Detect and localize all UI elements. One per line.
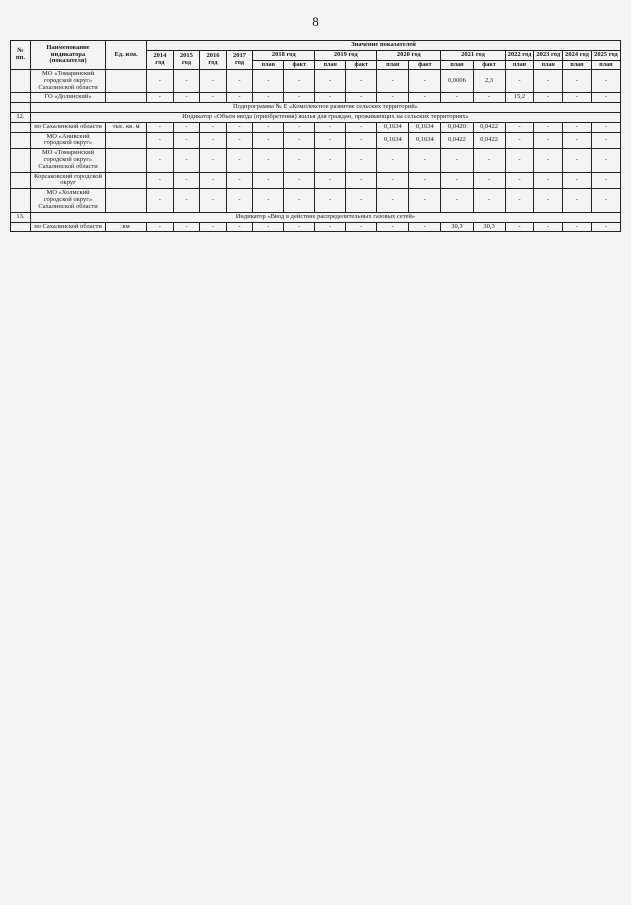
header-name: Наименование индикатора (показателя)	[30, 41, 105, 70]
value-cell: -	[505, 122, 534, 132]
value-cell: -	[173, 172, 200, 189]
row-unit: тыс. кв. м	[106, 122, 147, 132]
row-num	[11, 172, 31, 189]
value-cell: -	[200, 122, 227, 132]
row-unit	[106, 172, 147, 189]
value-cell: -	[147, 172, 174, 189]
header-fact: факт	[409, 60, 441, 69]
section-title: Подпрограмма № Е «Комплексное развитие сельских территорий»	[30, 103, 620, 113]
value-cell: -	[441, 189, 473, 212]
value-cell: -	[591, 122, 620, 132]
value-cell: -	[505, 189, 534, 212]
value-cell: -	[591, 189, 620, 212]
value-cell: -	[563, 149, 592, 172]
value-cell: -	[534, 93, 563, 103]
header-year: 2023 год	[534, 50, 563, 60]
header-year: 2022 год	[505, 50, 534, 60]
value-cell: -	[534, 132, 563, 149]
value-cell: 0,1634	[409, 132, 441, 149]
value-cell: -	[563, 189, 592, 212]
header-fact: факт	[473, 60, 505, 69]
header-year: 2020 год	[377, 50, 441, 60]
value-cell: 0,1634	[377, 132, 409, 149]
value-cell: 2,3	[473, 69, 505, 92]
value-cell: -	[473, 189, 505, 212]
row-name: МО «Томаринский городской округ» Сахалинской области	[30, 149, 105, 172]
value-cell: -	[346, 93, 377, 103]
value-cell: -	[346, 149, 377, 172]
value-cell: -	[563, 93, 592, 103]
value-cell: 30,3	[473, 222, 505, 232]
header-fact: факт	[284, 60, 315, 69]
page-number: 8	[312, 14, 319, 29]
value-cell: -	[534, 172, 563, 189]
value-cell: -	[315, 172, 346, 189]
header-plan: план	[534, 60, 563, 69]
value-cell: -	[253, 149, 284, 172]
value-cell: -	[200, 69, 227, 92]
table-row	[11, 172, 621, 189]
value-cell: -	[173, 69, 200, 92]
value-cell: -	[147, 189, 174, 212]
value-cell: -	[315, 222, 346, 232]
value-cell: -	[409, 69, 441, 92]
value-cell: -	[591, 93, 620, 103]
value-cell: -	[253, 222, 284, 232]
value-cell: -	[284, 69, 315, 92]
row-name: МО «Холмский городской округ» Сахалинской области	[30, 189, 105, 212]
value-cell: -	[534, 189, 563, 212]
header-fact: факт	[346, 60, 377, 69]
header-plan: план	[591, 60, 620, 69]
indicator-title: Индикатор «Объем ввода (приобретения) жилья для граждан, проживающих на сельских территориях»	[30, 112, 620, 122]
value-cell: -	[591, 149, 620, 172]
value-cell: -	[377, 189, 409, 212]
value-cell: -	[173, 189, 200, 212]
value-cell: -	[315, 149, 346, 172]
row-num	[11, 69, 31, 92]
value-cell: -	[253, 172, 284, 189]
row-num	[11, 222, 31, 232]
row-name: ГО «Долинский»	[30, 93, 105, 103]
value-cell: -	[473, 172, 505, 189]
table-row	[11, 93, 621, 103]
header-plan: план	[253, 60, 284, 69]
value-cell: -	[505, 69, 534, 92]
header-unit: Ед. изм.	[106, 41, 147, 70]
value-cell: -	[173, 149, 200, 172]
value-cell: -	[346, 172, 377, 189]
value-cell: -	[147, 93, 174, 103]
value-cell: -	[226, 172, 253, 189]
value-cell: -	[284, 132, 315, 149]
value-cell: -	[147, 132, 174, 149]
value-cell: -	[377, 172, 409, 189]
row-unit	[106, 93, 147, 103]
value-cell: -	[315, 132, 346, 149]
indicators-table	[10, 40, 621, 232]
table-row	[11, 222, 621, 232]
value-cell: -	[284, 93, 315, 103]
header-values: Значение показателей	[147, 41, 621, 51]
row-unit	[106, 132, 147, 149]
table-row	[11, 132, 621, 149]
header-plan: план	[505, 60, 534, 69]
value-cell: -	[147, 149, 174, 172]
row-unit	[106, 149, 147, 172]
table-row	[11, 212, 621, 222]
row-name: МО «Томаринский городской округ» Сахалинской области	[30, 69, 105, 92]
value-cell: -	[226, 189, 253, 212]
value-cell: -	[441, 93, 473, 103]
value-cell: 0,0422	[473, 132, 505, 149]
header-plan: план	[377, 60, 409, 69]
value-cell: -	[147, 69, 174, 92]
header-year: 2016 год	[200, 50, 227, 69]
table-body	[11, 69, 621, 231]
value-cell: -	[591, 69, 620, 92]
value-cell: -	[315, 122, 346, 132]
header-year: 2021 год	[441, 50, 505, 60]
value-cell: -	[534, 222, 563, 232]
value-cell: -	[409, 189, 441, 212]
value-cell: 0,1634	[377, 122, 409, 132]
value-cell: -	[226, 69, 253, 92]
value-cell: -	[409, 222, 441, 232]
value-cell: 0,0422	[473, 122, 505, 132]
header-plan: план	[563, 60, 592, 69]
value-cell: -	[284, 149, 315, 172]
value-cell: -	[147, 222, 174, 232]
value-cell: -	[173, 122, 200, 132]
header-plan: план	[315, 60, 346, 69]
value-cell: -	[315, 69, 346, 92]
value-cell: -	[200, 149, 227, 172]
value-cell: -	[377, 93, 409, 103]
row-num	[11, 189, 31, 212]
value-cell: -	[315, 189, 346, 212]
row-unit	[106, 69, 147, 92]
header-year: 2015 год	[173, 50, 200, 69]
value-cell: -	[346, 222, 377, 232]
value-cell: -	[377, 149, 409, 172]
value-cell: -	[284, 222, 315, 232]
row-num	[11, 149, 31, 172]
table-row	[11, 149, 621, 172]
value-cell: -	[563, 132, 592, 149]
header-year: 2018 год	[253, 50, 315, 60]
value-cell: -	[441, 172, 473, 189]
value-cell: -	[147, 122, 174, 132]
value-cell: -	[226, 132, 253, 149]
table-row	[11, 112, 621, 122]
value-cell: -	[253, 69, 284, 92]
value-cell: -	[505, 132, 534, 149]
value-cell: -	[563, 122, 592, 132]
table-row	[11, 189, 621, 212]
table-row	[11, 69, 621, 92]
value-cell: -	[346, 122, 377, 132]
value-cell: -	[563, 69, 592, 92]
value-cell: -	[346, 132, 377, 149]
value-cell: -	[346, 69, 377, 92]
header-year: 2017 год	[226, 50, 253, 69]
row-num	[11, 132, 31, 149]
value-cell: -	[173, 132, 200, 149]
header-plan: план	[441, 60, 473, 69]
value-cell: 0,0420	[441, 122, 473, 132]
value-cell: -	[534, 69, 563, 92]
header-year: 2019 год	[315, 50, 377, 60]
value-cell: -	[226, 93, 253, 103]
value-cell: -	[441, 149, 473, 172]
value-cell: 30,3	[441, 222, 473, 232]
value-cell: -	[377, 222, 409, 232]
header-year: 2014 год	[147, 50, 174, 69]
value-cell: -	[505, 172, 534, 189]
value-cell: -	[253, 93, 284, 103]
value-cell: -	[473, 93, 505, 103]
value-cell: -	[284, 189, 315, 212]
row-name: по Сахалинской области	[30, 122, 105, 132]
header-num: № пп.	[11, 41, 31, 70]
value-cell: -	[315, 93, 346, 103]
row-name: по Сахалинской области	[30, 222, 105, 232]
value-cell: -	[173, 93, 200, 103]
row-name: Корсаковский городской округ	[30, 172, 105, 189]
table-row	[11, 122, 621, 132]
value-cell: -	[200, 132, 227, 149]
row-num: 13.	[11, 212, 31, 222]
value-cell: -	[200, 172, 227, 189]
value-cell: -	[200, 93, 227, 103]
value-cell: -	[409, 172, 441, 189]
value-cell: -	[377, 69, 409, 92]
value-cell: -	[253, 132, 284, 149]
value-cell: 15,2	[505, 93, 534, 103]
row-unit: км	[106, 222, 147, 232]
value-cell: -	[253, 122, 284, 132]
value-cell: -	[284, 172, 315, 189]
value-cell: -	[253, 189, 284, 212]
value-cell: -	[505, 149, 534, 172]
value-cell: -	[409, 93, 441, 103]
row-num: 12.	[11, 112, 31, 122]
section-num-cell	[11, 103, 31, 113]
value-cell: 0,0422	[441, 132, 473, 149]
value-cell: -	[284, 122, 315, 132]
value-cell: -	[534, 149, 563, 172]
row-num	[11, 122, 31, 132]
row-num	[11, 93, 31, 103]
value-cell: -	[591, 132, 620, 149]
value-cell: -	[563, 172, 592, 189]
value-cell: -	[200, 189, 227, 212]
value-cell: -	[226, 222, 253, 232]
indicator-title: Индикатор «Ввод в действие распределительных газовых сетей»	[30, 212, 620, 222]
value-cell: -	[346, 189, 377, 212]
value-cell: -	[473, 149, 505, 172]
value-cell: -	[226, 149, 253, 172]
value-cell: -	[505, 222, 534, 232]
value-cell: 0,0006	[441, 69, 473, 92]
value-cell: -	[173, 222, 200, 232]
row-name: МО «Анивский городской округ»	[30, 132, 105, 149]
value-cell: -	[591, 222, 620, 232]
value-cell: -	[200, 222, 227, 232]
value-cell: 0,1634	[409, 122, 441, 132]
header-year: 2025 год	[591, 50, 620, 60]
value-cell: -	[591, 172, 620, 189]
value-cell: -	[226, 122, 253, 132]
value-cell: -	[563, 222, 592, 232]
row-unit	[106, 189, 147, 212]
value-cell: -	[534, 122, 563, 132]
table-header	[11, 41, 621, 70]
value-cell: -	[409, 149, 441, 172]
section-row	[11, 103, 621, 113]
header-year: 2024 год	[563, 50, 592, 60]
